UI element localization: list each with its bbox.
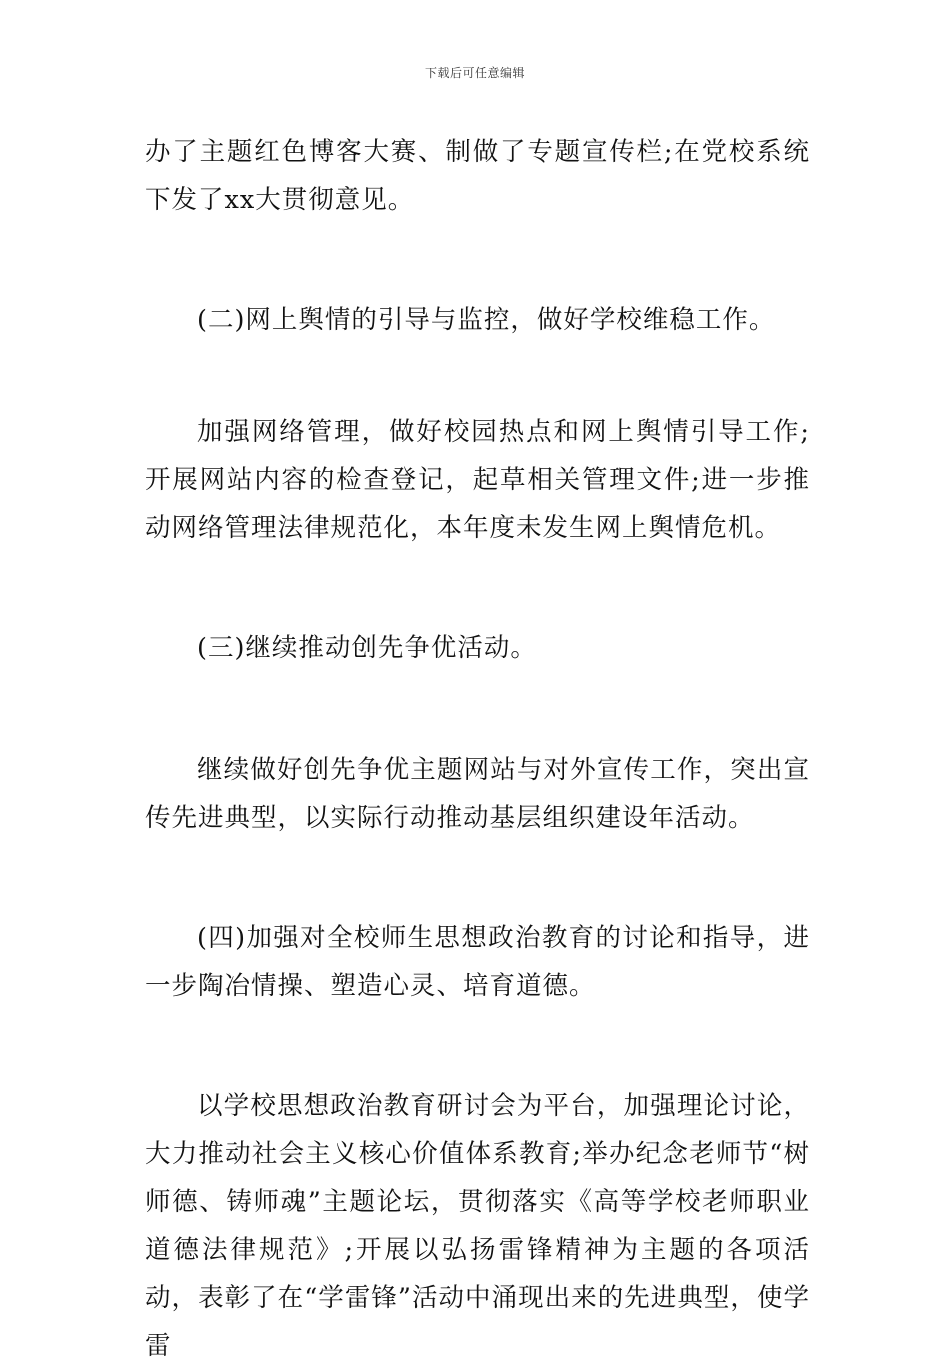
section-heading-3: (三)继续推动创先争优活动。 [197,633,537,663]
section-heading-2: (二)网上舆情的引导与监控，做好学校维稳工作。 [197,305,776,335]
paragraph-continuation: 办了主题红色博客大赛、制做了专题宣传栏;在党校系统下发了xx大贯彻意见。 [145,137,810,215]
section-heading-4: (四)加强对全校师生思想政治教育的讨论和指导，进一步陶冶情操、塑造心灵、培育道德。 [145,923,810,1001]
header-note: 下载后可任意编辑 [424,66,525,80]
paragraph-creation-activity: 继续做好创先争优主题网站与对外宣传工作，突出宣传先进典型，以实际行动推动基层组织建设年活动。 [145,755,810,833]
document-body [145,128,810,1370]
paragraph-network-management: 加强网络管理，做好校园热点和网上舆情引导工作;开展网站内容的检查登记，起草相关管理文件;进一步推动网络管理法律规范化，本年度未发生网上舆情危机。 [145,417,810,543]
paragraph-ideological-education: 以学校思想政治教育研讨会为平台，加强理论讨论，大力推动社会主义核心价值体系教育;举办纪念老师节“树师德、铸师魂”主题论坛，贯彻落实《高等学校老师职业道德法律规范》;开展以弘扬雷锋精神为主题的各项活动，表彰了在“学雷锋”活动中涌现出来的先进典型，使学雷 [145,1091,810,1361]
